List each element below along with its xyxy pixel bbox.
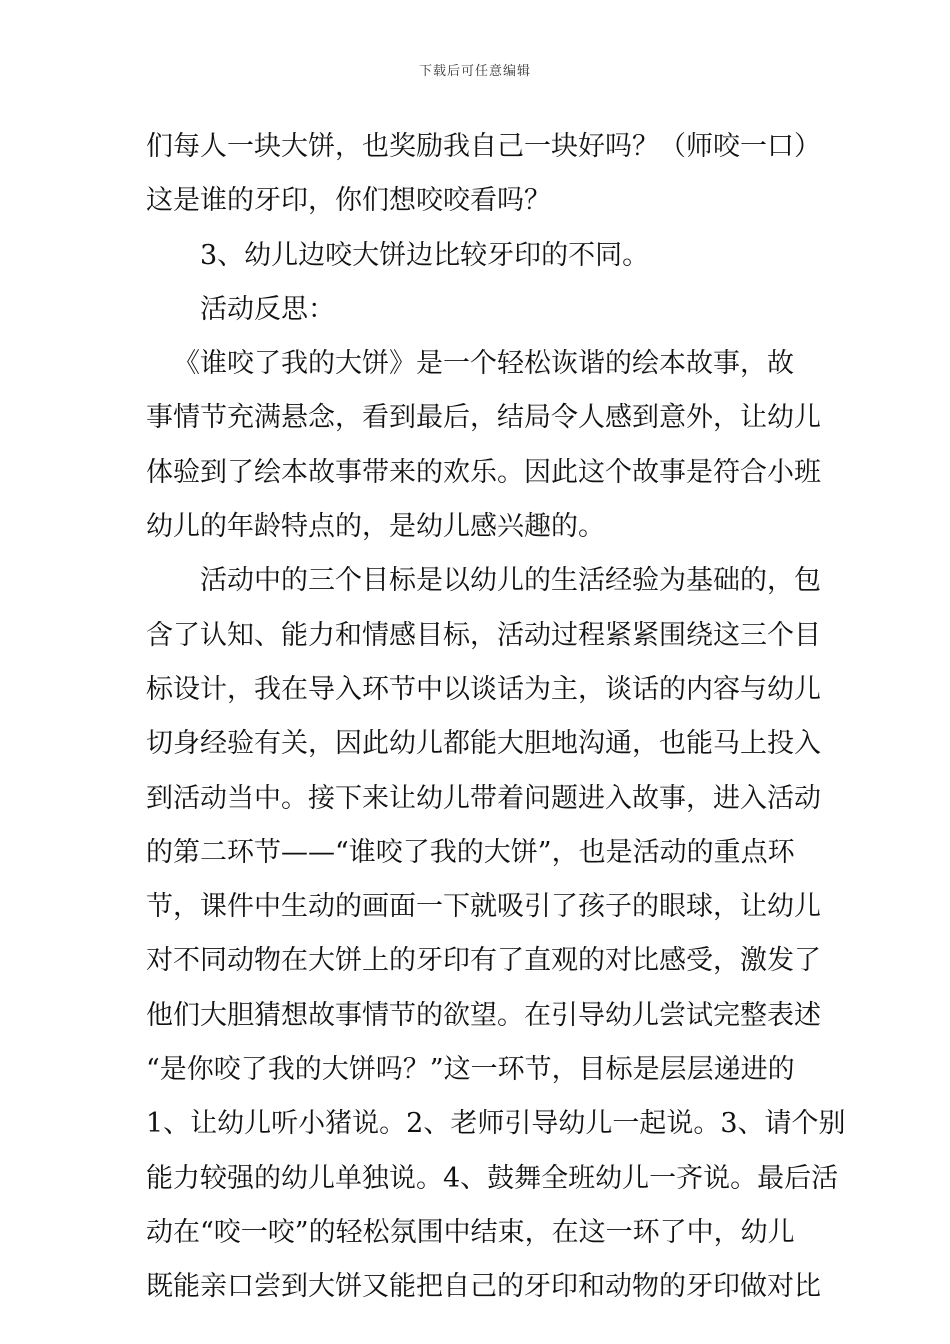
text-line: 对不同动物在大饼上的牙印有了直观的对比感受，激发了	[146, 945, 821, 977]
text-line: 这是谁的牙印，你们想咬咬看吗？	[146, 185, 551, 217]
text-line: 的第二环节——“谁咬了我的大饼”，也是活动的重点环	[146, 836, 795, 868]
text-line: 能力较强的幼儿单独说。4、鼓舞全班幼儿一齐说。最后活	[146, 1162, 839, 1194]
text-line: 切身经验有关，因此幼儿都能大胆地沟通，也能马上投入	[146, 728, 821, 760]
text-line: 活动中的三个目标是以幼儿的生活经验为基础的，包	[200, 565, 821, 597]
text-line: 节，课件中生动的画面一下就吸引了孩子的眼球，让幼儿	[146, 891, 821, 923]
document-body	[146, 127, 846, 1322]
text-line: 幼儿的年龄特点的，是幼儿感兴趣的。	[146, 511, 605, 543]
text-line: 标设计，我在导入环节中以谈话为主，谈话的内容与幼儿	[146, 673, 821, 705]
text-line: 到活动当中。接下来让幼儿带着问题进入故事，进入活动	[146, 782, 821, 814]
text-line: “是你咬了我的大饼吗？”这一环节，目标是层层递进的	[146, 1054, 795, 1086]
text-line: 体验到了绘本故事带来的欢乐。因此这个故事是符合小班	[146, 456, 821, 488]
text-line: 们每人一块大饼，也奖励我自己一块好吗？（师咬一口）	[146, 131, 821, 162]
text-line: 含了认知、能力和情感目标，活动过程紧紧围绕这三个目	[146, 619, 821, 651]
text-line: 既能亲口尝到大饼又能把自己的牙印和动物的牙印做对比	[146, 1271, 821, 1303]
text-line: 1、让幼儿听小猪说。2、老师引导幼儿一起说。3、请个别	[146, 1108, 846, 1140]
section-heading: 活动反思：	[200, 293, 335, 325]
text-line: 事情节充满悬念，看到最后，结局令人感到意外，让幼儿	[146, 402, 821, 434]
text-line: 《谁咬了我的大饼》是一个轻松诙谐的绘本故事，故	[173, 348, 794, 380]
text-line: 3、幼儿边咬大饼边比较牙印的不同。	[200, 239, 650, 271]
text-line: 他们大胆猜想故事情节的欲望。在引导幼儿尝试完整表述	[146, 999, 821, 1031]
text-line: 动在“咬一咬”的轻松氛围中结束，在这一环了中，幼儿	[146, 1216, 795, 1248]
page-header: 下载后可任意编辑	[418, 64, 531, 79]
